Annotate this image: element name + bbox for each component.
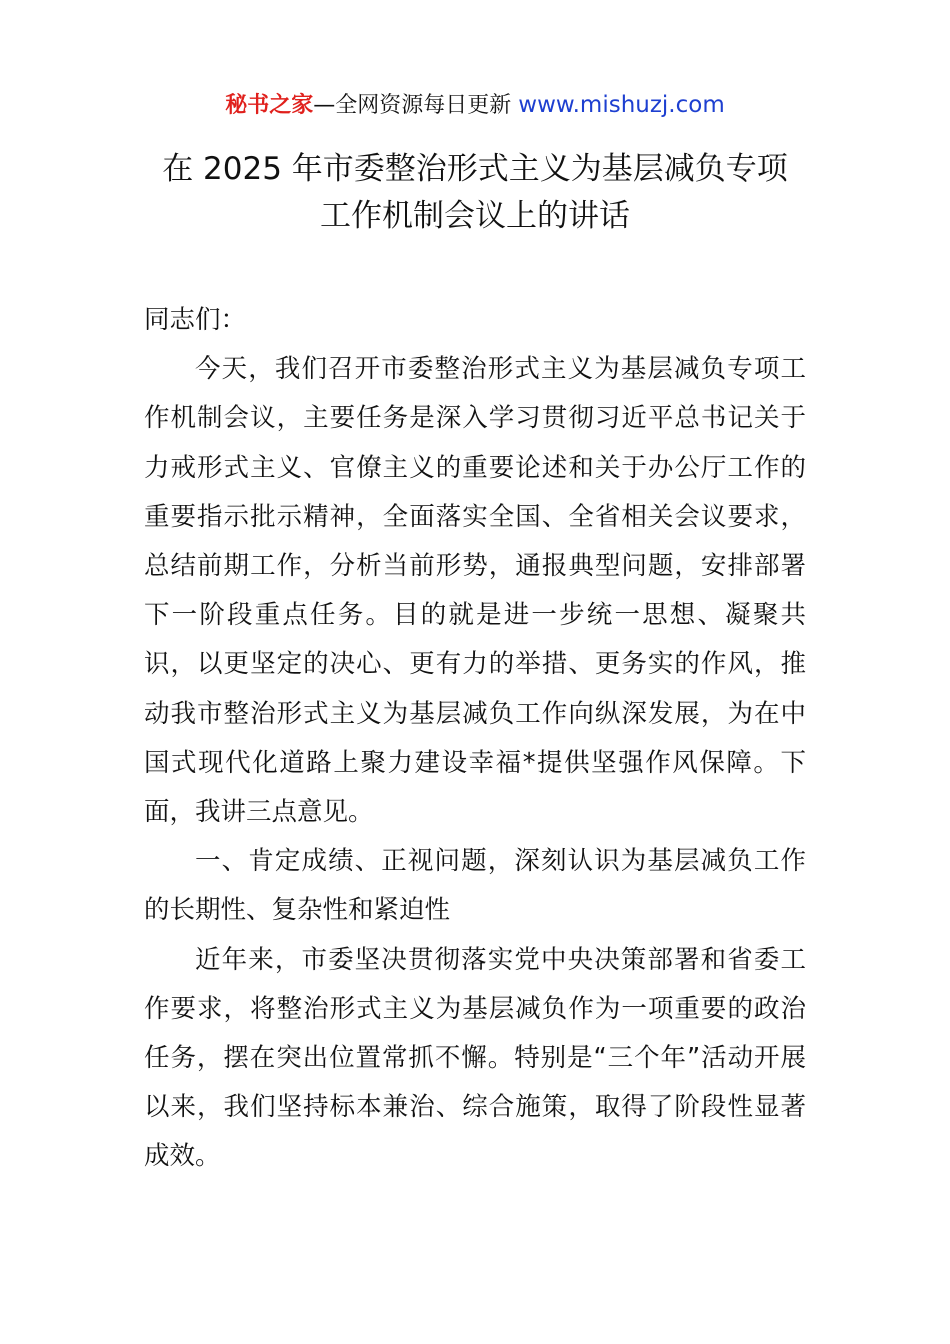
title-line-2: 工作机制会议上的讲话 (320, 198, 630, 234)
brand-name: 秘书之家 (225, 93, 314, 118)
document-body (144, 296, 806, 1182)
section-heading-1: 一、肯定成绩、正视问题，深刻认识为基层减负工作的长期性、复杂性和紧迫性 (144, 846, 806, 926)
paragraph-achievements: 近年来，市委坚决贯彻落实党中央决策部署和省委工作要求，将整治形式主义为基层减负作为一项重要的政治任务，摆在突出位置常抓不懈。特别是“三个年”活动开展以来，我们坚持标本兼治、综合施策，取得了阶段性显著成效。 (144, 944, 806, 1172)
site-header (0, 88, 950, 123)
salutation: 同志们： (144, 305, 247, 335)
title-line-1: 在 2025 年市委整治形式主义为基层减负专项 (162, 151, 788, 187)
header-tagline: —全网资源每日更新 (313, 93, 512, 118)
paragraph-intro: 今天，我们召开市委整治形式主义为基层减负专项工作机制会议，主要任务是深入学习贯彻习近平总书记关于力戒形式主义、官僚主义的重要论述和关于办公厅工作的重要指示批示精神，全面落实全国、全省相关会议要求，总结前期工作，分析当前形势，通报典型问题，安排部署下一阶段重点任务。目的就是进一步统一思想、凝聚共识，以更坚定的决心、更有力的举措、更务实的作风，推动我市整治形式主义为基层减负工作向纵深发展，为在中国式现代化道路上聚力建设幸福*提供坚强作风保障。下面，我讲三点意见。 (144, 354, 806, 828)
document-title (120, 146, 830, 240)
site-url-link[interactable]: www.mishuzj.com (518, 92, 725, 118)
